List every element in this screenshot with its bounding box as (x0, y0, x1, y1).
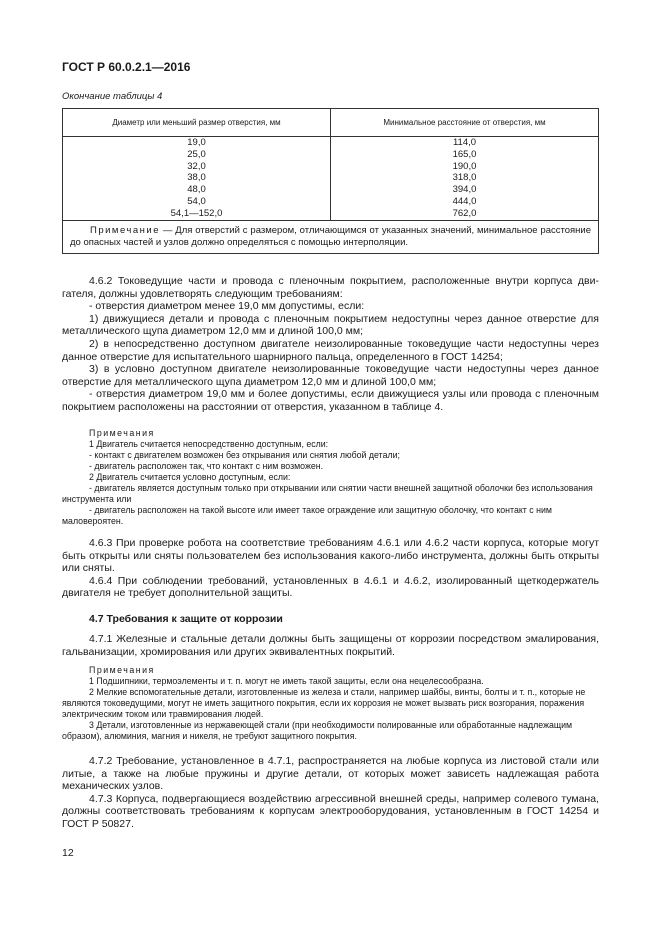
note-line: - двигатель расположен так, что контакт с ним возможен. (89, 461, 324, 471)
clause-4-7-2 (62, 755, 599, 831)
notes-4-7-1 (62, 665, 599, 742)
table-cell: 165,0 (452, 148, 477, 160)
table-cell: 32,0 (187, 160, 206, 172)
note-line: - двигатель является доступным только при открывании или снятии части внешней защитной оболочки без использования инструмента или (62, 483, 593, 504)
note-line: - двигатель расположен на такой высоте или имеет такое ограждение или защитную оболочку, что контакт с ним маловероятен. (62, 505, 552, 526)
column-header-distance: Минимальное расстояние от отверстия, мм (331, 109, 599, 137)
table-cell: 190,0 (452, 160, 477, 172)
table-cell: 114,0 (452, 137, 477, 148)
table-cell: 19,0 (187, 137, 206, 148)
table-caption: Окончание таблицы 4 (62, 91, 163, 102)
section-heading-4-7: 4.7 Требования к защите от коррозии (89, 613, 283, 625)
paragraph: 4.7.3 Корпуса, подвергающиеся воздействию агрессивной внешней среды, например солевого тумана, должны соответствовать требованиям к корпусам электрооборудования, установленным в ГОСТ 14254 и ГОСТ Р 50827. (62, 792, 599, 830)
paragraph: - отверстия диаметром менее 19,0 мм допустимы, если: (89, 300, 365, 313)
table-cell: 318,0 (452, 172, 477, 184)
clause-4-7-1 (62, 633, 599, 658)
table-cell: 762,0 (452, 207, 477, 219)
paragraph: 2) в непосредственно доступном двигателе неизолированные токоведущие части недоступны через данное отверстие для испытательного шарнирного пальца, определенного в ГОСТ 14254; (62, 337, 599, 363)
distance-values (331, 137, 599, 221)
note-line: 2 Мелкие вспомогательные детали, изготовленные из железа и стали, например шайбы, винты, болты и т. п., которые не являются токоведущими, могут не иметь защитного покрытия, если их коррозия не может вызвать риск возгорания, поражения электрическим током или травмирования людей. (62, 687, 586, 719)
table-cell: 444,0 (452, 195, 477, 207)
notes-4-6-2 (62, 428, 599, 527)
table-cell: 38,0 (187, 172, 206, 184)
table-note (63, 220, 599, 253)
note-line: 1 Двигатель считается непосредственно доступным, если: (89, 439, 329, 449)
table-note-label: Примечание (90, 224, 160, 236)
paragraph: 1) движущиеся детали и провода с пленочным покрытием недоступны через данное отверстие для металлического щупа диаметром 12,0 мм и длиной 100,0 мм; (62, 312, 599, 338)
note-line: 1 Подшипники, термоэлементы и т. п. могут не иметь такой защиты, если она нецелесообразна. (89, 676, 484, 686)
note-line: - контакт с двигателем возможен без открывания или снятия любой детали; (89, 450, 400, 460)
paragraph: - отверстия диаметром 19,0 мм и более допустимы, если движущиеся узлы или провода с пленочным покрытием расположены на расстоянии от отверстия, указанном в таблице 4. (62, 388, 599, 413)
diameter-values (63, 137, 331, 221)
table-4 (62, 108, 599, 254)
page-number: 12 (62, 847, 74, 859)
notes-label: Примечания (89, 428, 155, 438)
paragraph: 4.6.3 При проверке робота на соответствие требованиям 4.6.1 или 4.6.2 части корпуса, которые могут быть открыты или сняты пользователем без использования какого-либо инструмента, должны быть открыты или сняты. (62, 537, 599, 575)
notes-label: Примечания (89, 665, 155, 675)
paragraph: 4.7.1 Железные и стальные детали должны быть защищены от коррозии посредством эмалирования, гальванизации, хромирования или других эквивалентных покрытий. (62, 633, 599, 658)
note-line: 2 Двигатель считается условно доступным, если: (89, 472, 291, 482)
table-cell: 48,0 (187, 184, 206, 196)
paragraph: 3) в условно доступном двигателе неизолированные токоведущие части недоступны через данное отверстие для металлического щупа диаметром 12,0 мм и длиной 100,0 мм; (62, 363, 599, 388)
clause-4-6-3 (62, 537, 599, 600)
table-cell: 394,0 (452, 184, 477, 196)
table-cell: 54,1—152,0 (170, 207, 223, 219)
paragraph: 4.6.2 Токоведущие части и провода с пленочным покрытием, расположенные внутри корпуса двигателя, должны удовлетворять следующим требованиям: (62, 275, 599, 300)
note-line: 3 Детали, изготовленные из нержавеющей стали (при необходимости полированные или обработанные надлежащим образом), алюминия, магния и никеля, не требуют защитного покрытия. (62, 720, 573, 741)
paragraph: 4.6.4 При соблюдении требований, установленных в 4.6.1 и 4.6.2, изолированный щеткодержатель двигателя не требует дополнительной защиты. (62, 574, 599, 600)
table-note-text: — Для отверстий с размером, отличающимся от указанных значений, минимальное расстояние до опасных частей и узлов должно определяться с помощью интерполяции. (70, 224, 591, 248)
paragraph: 4.7.2 Требование, установленное в 4.7.1, распространяется на любые корпуса из листовой стали или литые, а также на любые пружины и другие детали, от которых может зависеть надлежащая работа механических узлов. (62, 755, 599, 793)
clause-4-6-2 (62, 275, 599, 414)
table-cell: 54,0 (187, 195, 206, 207)
column-header-diameter: Диаметр или меньший размер отверстия, мм (63, 109, 331, 137)
document-header: ГОСТ Р 60.0.2.1—2016 (62, 60, 191, 74)
table-cell: 25,0 (187, 148, 206, 160)
